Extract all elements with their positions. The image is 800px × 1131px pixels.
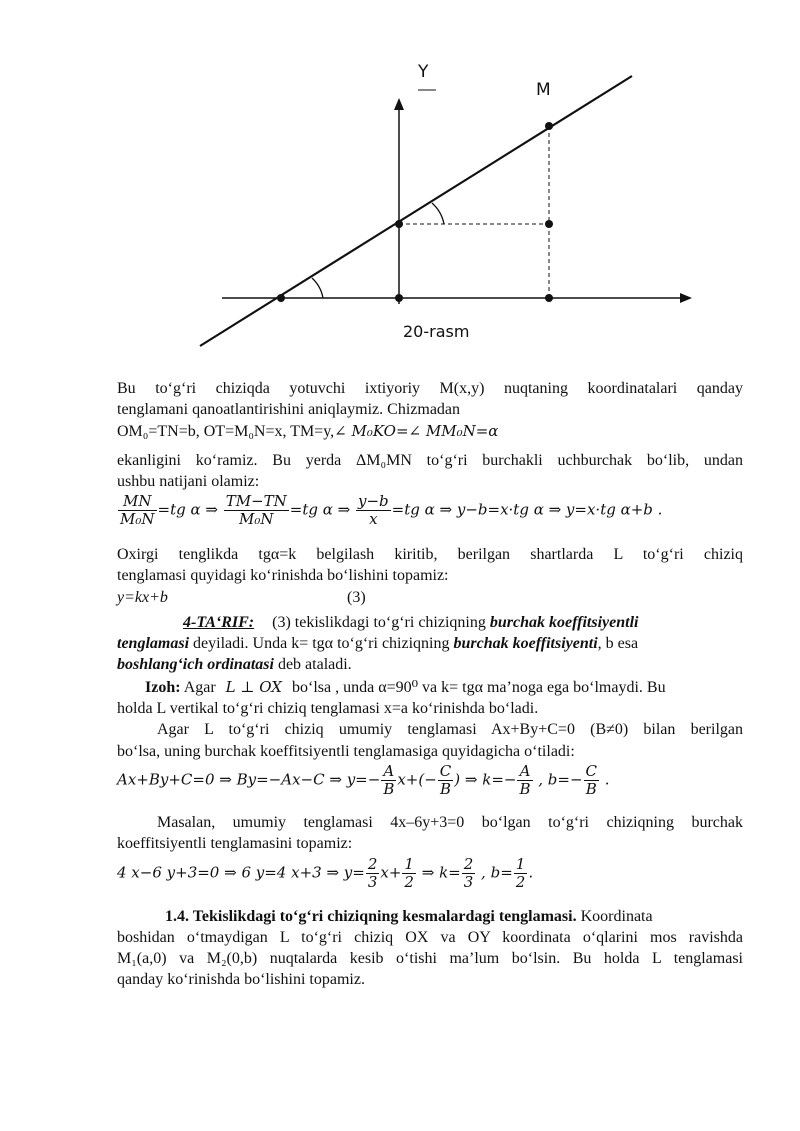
point-K (277, 294, 285, 302)
angle-arc-M0 (432, 203, 444, 224)
eq4-f1-num: 2 (367, 855, 378, 873)
p5-line1-text: Masalan, umumiy tenglamasi 4x–6y+3=0 bo‘lgan to‘g‘ri chiziqning burchak (157, 814, 743, 831)
izoh-line1 (117, 677, 743, 698)
eq4-frac3 (462, 856, 476, 891)
def-text1: (3) tekislikdagi to‘g‘ri chiziqning (272, 614, 486, 631)
x-axis-arrow (680, 293, 692, 303)
eq2-frac1 (381, 763, 396, 798)
section-line4: qanday ko‘rinishda bo‘lishini topamiz. (117, 971, 365, 988)
equation-4 (117, 856, 533, 891)
p1-line2: tenglamani qanoatlantirishini aniqlaymiz. Chizmadan (117, 401, 461, 418)
eq2-frac3 (517, 763, 532, 798)
point-T (545, 294, 553, 302)
izoh-agar: Agar (183, 679, 216, 696)
p3-line1: Oxirgi tenglikda tgα=k belgilash kiritib, berilgan shartlarda L to‘g‘ri chiziq (117, 546, 743, 563)
point-m-label: M (536, 80, 551, 100)
y-axis-arrow (394, 98, 404, 110)
point-N (545, 220, 553, 228)
eq1-f3-den: x (369, 510, 378, 528)
eq3: y=kx+b (117, 589, 168, 606)
eq1-f3-num: y−b (358, 492, 389, 510)
p4-line1 (117, 719, 743, 740)
figure-caption: 20-rasm (403, 322, 470, 341)
def-line2 (117, 633, 743, 654)
section-title: 1.4. Tekislikdagi to‘g‘ri chiziqning kesmalardagi tenglamasi. (165, 908, 577, 925)
p4-line1-text: Agar L to‘g‘ri chiziq umumiy tenglamasi Ax+By+C=0 (B≠0) bilan berilgan (157, 721, 743, 738)
eq1-frac3 (356, 493, 391, 528)
section-line1 (117, 906, 743, 927)
p5-line2: koeffitsiyentli tenglamasini topamiz: (117, 835, 353, 852)
eq1-frac2 (224, 493, 289, 528)
def-bold1: burchak koeffitsiyentli (489, 614, 639, 631)
eq2-lhs: Ax+By+C=0 ⇒ By=−Ax−C ⇒ y=− (117, 770, 381, 789)
eq1-f2-num: TM−TN (225, 492, 287, 510)
eq3-number: (3) (347, 589, 366, 606)
eq4-f2-den: 2 (404, 873, 414, 891)
def-label: 4-TA‘RIF: (183, 614, 255, 631)
point-M (545, 122, 553, 130)
p1-line3-math: ∠ M₀KO=∠ MM₀N=α (334, 422, 499, 440)
eq2-f4-den: B (585, 780, 597, 798)
equation-1 (117, 493, 662, 528)
p5-line1 (117, 812, 743, 833)
eq2-end: . (600, 770, 610, 789)
eq1-f2-rhs: =tg α ⇒ (289, 500, 351, 519)
def-bold4: boshlang‘ich ordinatasi (117, 656, 274, 673)
eq2-f1-num: A (381, 763, 396, 781)
izoh-line2: holda L vertikal to‘g‘ri chiziq tenglamasi x=a ko‘rinishda bo‘ladi. (117, 700, 539, 717)
eq2-f2-num: C (439, 762, 452, 780)
def-text2-end: , b esa (597, 635, 639, 652)
eq2-mid3: , b=− (533, 770, 583, 789)
eq1-frac1 (118, 493, 157, 528)
eq4-end: . (528, 863, 534, 882)
eq2-f3-num: A (517, 763, 532, 781)
eq2-frac4 (584, 763, 599, 798)
eq4-f1-den: 3 (367, 873, 378, 891)
izoh-condition: L ⊥ OX (225, 678, 282, 696)
point-M0 (395, 220, 403, 228)
eq4-f4-num: 1 (515, 855, 526, 873)
eq4-mid2: ⇒ k= (416, 863, 461, 882)
eq2-f1-den: B (383, 780, 395, 798)
section-line2: boshidan o‘tmaydigan L to‘g‘ri chiziq OX va OY koordinata o‘qlarini mos ravishda (117, 929, 743, 946)
eq2-f2-den: B (440, 780, 452, 798)
eq4-f3-num: 2 (463, 855, 474, 873)
p2-line1: ekanligini ko‘ramiz. Bu yerda ΔM₀MN to‘g‘ri burchakli uchburchak bo‘lib, undan (117, 452, 743, 469)
eq1-f1-rhs: =tg α ⇒ (157, 500, 218, 519)
def-line3 (117, 654, 743, 675)
eq2-f4-num: C (585, 762, 598, 780)
equation-2 (117, 763, 610, 798)
figure-20 (190, 55, 710, 355)
point-O (395, 294, 403, 302)
eq1-f1-num: MN (118, 493, 157, 511)
angle-arc-K (312, 278, 323, 298)
p1-line1: Bu to‘g‘ri chiziqda yotuvchi ixtiyoriy M(x,y) nuqtaning koordinatalari qanday (117, 380, 743, 397)
line-L (200, 76, 632, 346)
def-text3: deb ataladi. (273, 656, 352, 673)
izoh-label: Izoh: (145, 679, 181, 696)
y-axis-label: Y (418, 62, 429, 82)
def-text2: deyiladi. Unda k= tgα to‘g‘ri chiziqning (189, 635, 454, 652)
eq3-line (117, 587, 743, 608)
p1-line3-text: OM₀=TN=b, OT=M₀N=x, TM=y, (117, 423, 335, 440)
eq4-f2-num: 1 (404, 855, 414, 873)
eq4-frac4 (514, 856, 528, 891)
section-line1-end: Koordinata (580, 908, 653, 925)
eq4-lhs: 4 x−6 y+3=0 ⇒ 6 y=4 x+3 ⇒ y= (117, 863, 365, 882)
izoh-text1: bo‘lsa , unda α=90⁰ va k= tgα ma’noga ega bo‘lmaydi. Bu (292, 679, 666, 696)
def-bold3: burchak koeffitsiyenti (453, 635, 598, 652)
p1-line3 (117, 421, 743, 442)
p3-line2: tenglamasi quyidagi ko‘rinishda bo‘lishini topamiz: (117, 567, 449, 584)
eq4-mid3: , b= (476, 863, 513, 882)
eq4-f4-den: 2 (515, 873, 526, 891)
eq2-mid: x+(− (397, 770, 437, 789)
eq4-mid: x+ (380, 863, 402, 882)
eq1-f3-rhs: =tg α ⇒ y−b=x·tg α ⇒ y=x·tg α+b . (391, 500, 663, 519)
eq2-f3-den: B (519, 780, 531, 798)
p4-line2: bo‘lsa, uning burchak koeffitsiyentli tenglamasiga quyidagicha o‘tiladi: (117, 743, 575, 760)
def-line1 (117, 612, 743, 633)
eq4-f3-den: 3 (463, 873, 474, 891)
p2-line2: ushbu natijani olamiz: (117, 473, 260, 490)
def-bold2: tenglamasi (117, 635, 190, 652)
eq4-frac2 (402, 856, 416, 891)
eq4-frac1 (366, 856, 380, 891)
eq2-frac2 (438, 763, 453, 798)
section-line3: M₁(a,0) va M₂(0,b) nuqtalarda kesib o‘tishi ma’lum bo‘lsin. Bu holda L tenglamasi (117, 950, 743, 967)
eq1-f2-den: M₀N (239, 510, 274, 528)
eq1-f1-den: M₀N (120, 510, 155, 528)
eq2-mid2: ) ⇒ k=− (454, 770, 517, 789)
